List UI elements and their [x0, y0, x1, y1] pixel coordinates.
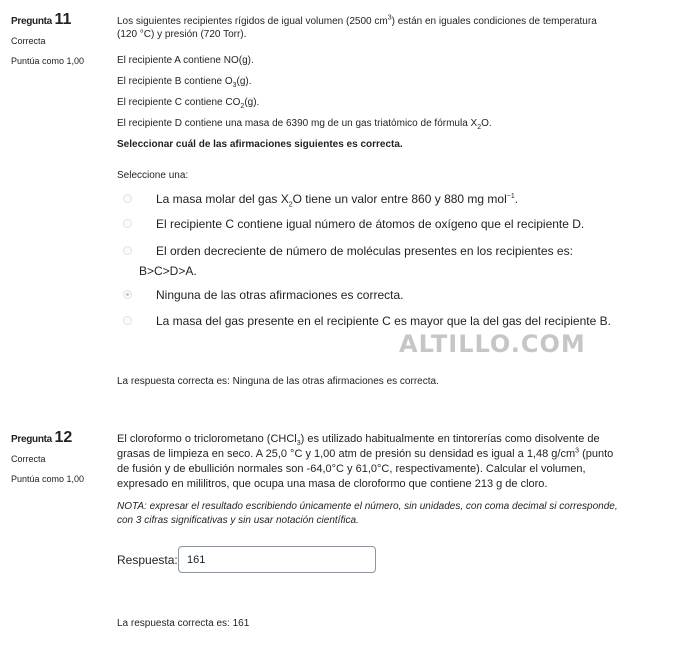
recipient-c: El recipiente C contiene $CO_2(g)$.	[117, 97, 260, 110]
option-label-continued: B>C>D>A.	[139, 264, 197, 278]
recipient-b: El recipiente B contiene $O_3(g)$.	[117, 76, 252, 89]
option-label: El recipiente C contiene igual número de átomos de oxígeno que el recipiente D.	[156, 217, 585, 231]
correct-answer-feedback: La respuesta correcta es: 161	[117, 618, 250, 629]
question-text: Los siguientes recipientes rígidos de igual volumen (2500 $cm^3$) están en iguales condiciones de temperatura (120 °C) y presión (720 Torr).	[117, 14, 597, 40]
select-prompt: Seleccione una:	[117, 170, 189, 181]
question-grade: Puntúa como 1,00	[11, 56, 85, 66]
question-state: Correcta	[11, 454, 46, 464]
question-number: Pregunta 12	[11, 429, 73, 446]
option-label: El orden decreciente de número de moléculas presentes en los recipientes es:	[156, 244, 573, 258]
question-state: Correcta	[11, 36, 46, 46]
option-label: La masa del gas presente en el recipiente C es mayor que la del gas del recipiente B.	[156, 314, 611, 328]
recipient-d: El recipiente D contiene una masa de 6390 mg de un gas triatómico de fórmula $X_2O$.	[117, 118, 492, 131]
question-note: NOTA: expresar el resultado escribiendo únicamente el número, sin unidades, con coma decimal si corresponde, con 3 cifras significativas y sin usar notación científica.	[117, 501, 618, 526]
question-info	[11, 12, 106, 67]
instruction: Seleccionar cuál de las afirmaciones siguientes es correcta.	[117, 139, 403, 150]
radio-button[interactable]	[123, 219, 132, 228]
radio-button[interactable]	[123, 316, 132, 325]
watermark: ALTILLO.COM	[399, 330, 586, 358]
recipient-a: El recipiente A contiene NO(g).	[117, 55, 254, 66]
option-label: La masa molar del gas $X_2O$ tiene un valor entre 860 y 880 mg mol$^{-1}$.	[156, 192, 519, 209]
answer-option-3[interactable]	[117, 244, 677, 278]
correct-answer-feedback: La respuesta correcta es: Ninguna de las otras afirmaciones es correcta.	[117, 376, 439, 387]
radio-button[interactable]	[123, 246, 132, 255]
question-info	[11, 430, 106, 485]
radio-button[interactable]	[123, 194, 132, 203]
question-number: Pregunta 11	[11, 11, 72, 28]
radio-button-selected[interactable]	[123, 290, 132, 299]
question-grade: Puntúa como 1,00	[11, 474, 85, 484]
answer-input[interactable]	[178, 546, 376, 573]
answer-label: Respuesta:	[117, 553, 178, 567]
question-text: El cloroformo o triclorometano (CHCl$_3$) es utilizado habitualmente en tintorerías como disolvente de grasas de limpieza en seco. A 25,0 °C y 1,00 atm de presión su densidad es igual a 1,48 $g/cm^3$ (punto de fusión y de ebullición normales son -64,0°C y 61,0°C, respectivamente). Calcular el volumen, expresado en mililitros, que ocupa una masa de cloroformo que contiene 213 g de cloro.	[117, 433, 614, 490]
option-label: Ninguna de las otras afirmaciones es correcta.	[156, 288, 404, 302]
